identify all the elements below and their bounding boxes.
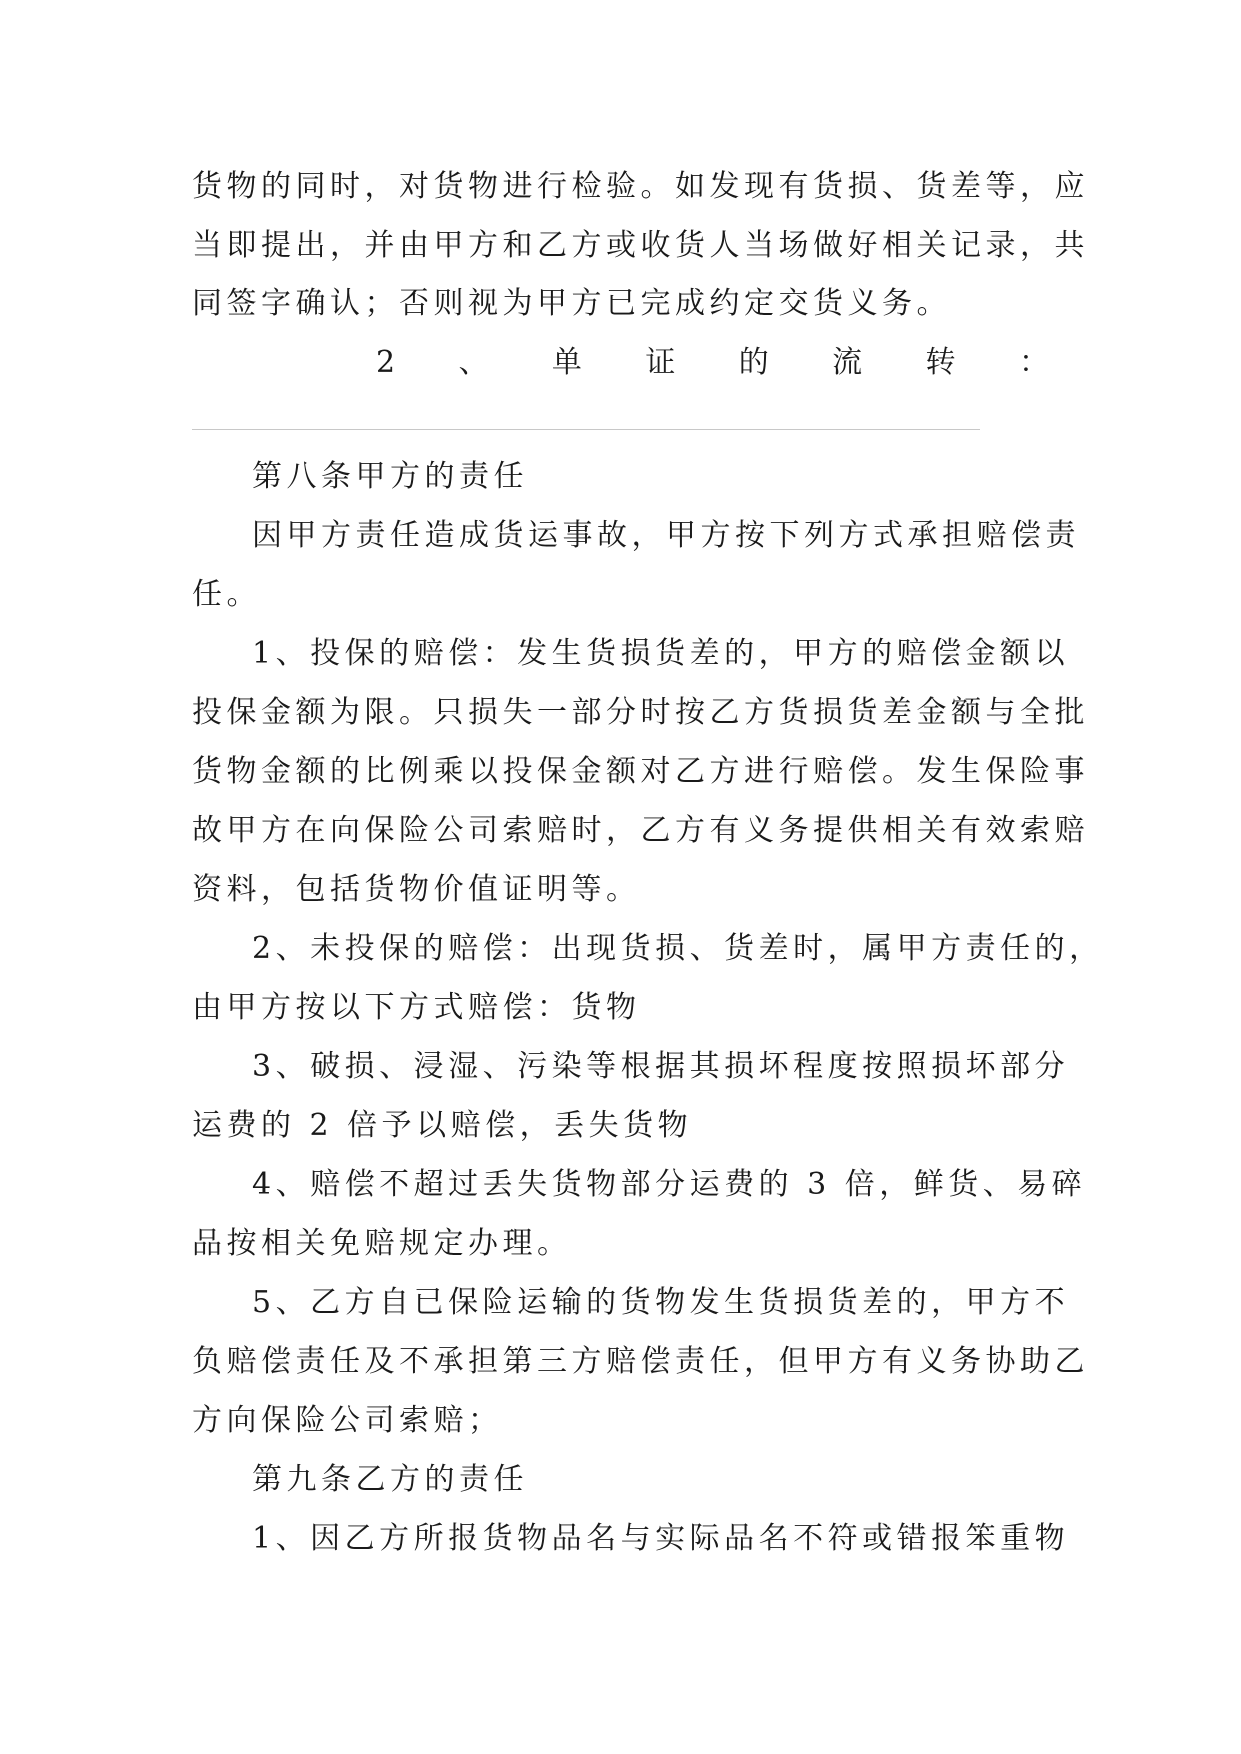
paragraph-line: 同签字确认；否则视为甲方已完成约定交货义务。 [192,286,951,321]
clause-2-line: 由甲方按以下方式赔偿：货物 [192,990,641,1025]
heading-char: 单 [551,345,582,380]
article-8-intro: 因甲方责任造成货运事故，甲方按下列方式承担赔偿责 [252,518,1080,553]
clause-4-line: 品按相关免赔规定办理。 [192,1226,572,1261]
paragraph-line: 当即提出，并由甲方和乙方或收货人当场做好相关记录，共 [192,228,1089,263]
heading-char: 证 [645,345,676,380]
clause-1-line: 货物金额的比例乘以投保金额对乙方进行赔偿。发生保险事 [192,754,1089,789]
article-9-title: 第九条乙方的责任 [252,1462,528,1497]
clause-4-line: 4、赔偿不超过丢失货物部分运费的 3 倍，鲜货、易碎 [252,1167,1087,1202]
article-8-title: 第八条甲方的责任 [252,459,528,494]
paragraph-line: 货物的同时，对货物进行检验。如发现有货损、货差等，应 [192,169,1089,204]
clause-5-line: 5、乙方自已保险运输的货物发生货损货差的，甲方不 [252,1285,1070,1320]
article-8-intro: 任。 [192,577,261,612]
article-9-clause-1-line: 1、因乙方所报货物品名与实际品名不符或错报笨重物 [252,1521,1070,1556]
item-heading [376,343,1049,383]
clause-2-line: 2、未投保的赔偿：出现货损、货差时，属甲方责任的， [252,931,1104,966]
clause-1-line: 故甲方在向保险公司索赔时，乙方有义务提供相关有效索赔 [192,813,1089,848]
clause-1-line: 1、投保的赔偿：发生货损货差的，甲方的赔偿金额以 [252,636,1070,671]
clause-3-line: 运费的 2 倍予以赔偿，丢失货物 [192,1108,693,1143]
heading-char: 2 [376,345,396,380]
divider-line [192,429,980,430]
clause-1-line: 投保金额为限。只损失一部分时按乙方货损货差金额与全批 [192,695,1089,730]
clause-1-line: 资料，包括货物价值证明等。 [192,872,641,907]
clause-5-line: 负赔偿责任及不承担第三方赔偿责任，但甲方有义务协助乙 [192,1344,1089,1379]
heading-char: 的 [738,345,769,380]
heading-char: ： [1018,345,1049,380]
clause-3-line: 3、破损、浸湿、污染等根据其损坏程度按照损坏部分 [252,1049,1070,1084]
heading-char: 、 [458,345,489,380]
heading-char: 流 [832,345,863,380]
heading-char: 转 [925,345,956,380]
clause-5-line: 方向保险公司索赔； [192,1403,503,1438]
